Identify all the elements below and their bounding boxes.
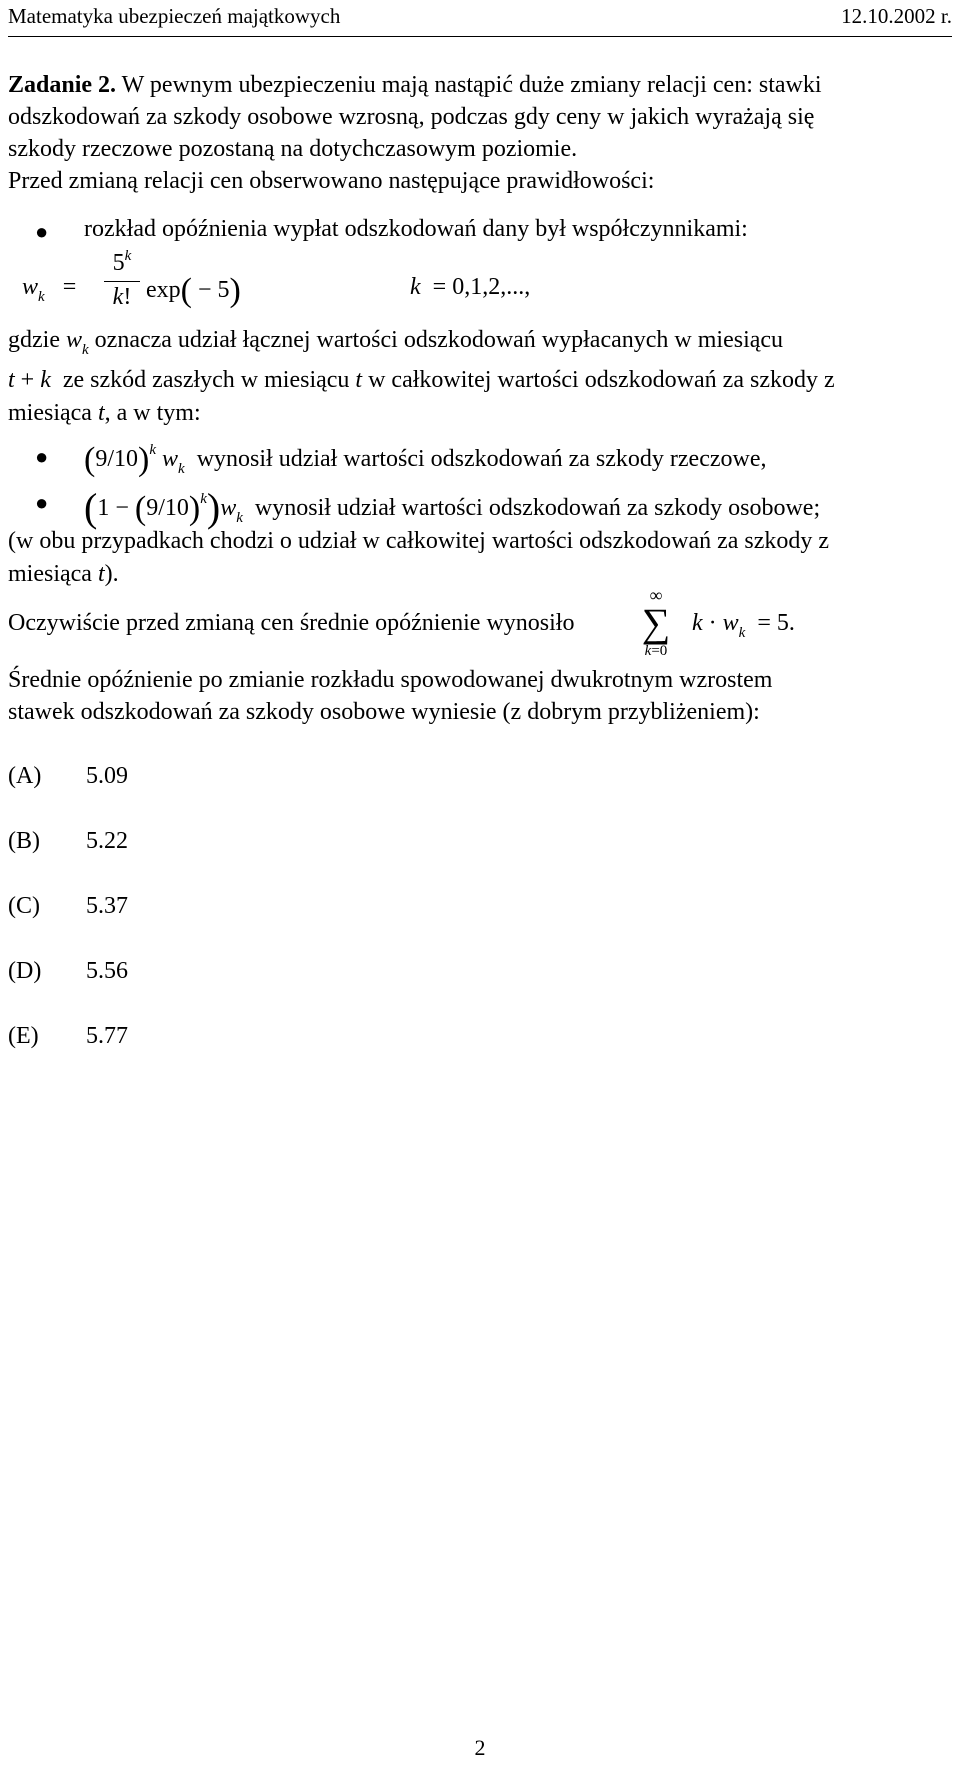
problem-line-4: Przed zmianą relacji cen obserwowano następujące prawidłowości: bbox=[8, 168, 655, 194]
formula-k-range: k = 0,1,2,..., bbox=[410, 274, 531, 300]
answer-d[interactable]: (D) 5.56 bbox=[8, 958, 128, 984]
miesiaca-line: miesiąca t, a w tym: bbox=[8, 400, 201, 426]
answer-c[interactable]: (C) 5.37 bbox=[8, 893, 128, 919]
answer-e[interactable]: (E) 5.77 bbox=[8, 1023, 128, 1049]
note-line-2: miesiąca t). bbox=[8, 561, 119, 587]
bullet-3-formula: $(1 - (9/10)^k)w_k$ wynosił udział wartości odszkodowań za szkody osobowe; bbox=[84, 485, 821, 530]
problem-line-2: odszkodowań za szkody osobowe wzrosną, podczas gdy ceny w jakich wyrażają się bbox=[8, 104, 815, 130]
page-number: 2 bbox=[474, 1735, 486, 1760]
problem-label: Zadanie 2. bbox=[8, 72, 117, 98]
answer-b[interactable]: (B) 5.22 bbox=[8, 828, 128, 854]
question-line-2: stawek odszkodowań za szkody osobowe wyniesie (z dobrym przybliżeniem): bbox=[8, 699, 760, 725]
bullet-1-text: rozkład opóźnienia wypłat odszkodowań dany był współczynnikami: bbox=[84, 216, 748, 242]
problem-line-1: Zadanie 2. W pewnym ubezpieczeniu mają nastąpić duże zmiany relacji cen: stawki bbox=[8, 72, 822, 98]
bullet-icon: ● bbox=[35, 444, 49, 469]
gdzie-line: gdzie $w_k$ oznacza udział łącznej wartości odszkodowań wypłacanych w miesiącu bbox=[8, 327, 784, 358]
avg-delay-line: Oczywiście przed zmianą cen średnie opóźnienie wynosiło bbox=[8, 610, 575, 636]
sum-symbol: ∞ ∑ k=0 bbox=[641, 585, 671, 659]
bullet-icon: ● bbox=[35, 490, 49, 515]
header-date: 12.10.2002 r. bbox=[841, 4, 952, 28]
t-plus-k-line: t + k ze szkód zaszłych w miesiącu t w całkowitej wartości odszkodowań za szkody z bbox=[8, 367, 835, 393]
problem-line-3: szkody rzeczowe pozostaną na dotychczasowym poziomie. bbox=[8, 136, 578, 162]
bullet-2-formula: $(9/10)^k$ $w_k$ wynosił udział wartości odszkodowań za szkody rzeczowe, bbox=[84, 441, 767, 478]
sum-body: $k \cdot w_k = 5$. bbox=[692, 610, 795, 641]
formula-wk-lhs: $w_k$ = bbox=[22, 274, 77, 305]
header-title: Matematyka ubezpieczeń majątkowych bbox=[8, 4, 341, 28]
bullet-icon: ● bbox=[35, 219, 49, 244]
formula-exp: exp( − 5) bbox=[146, 272, 241, 309]
answer-a[interactable]: (A) 5.09 bbox=[8, 763, 128, 789]
note-line-1: (w obu przypadkach chodzi o udział w całkowitej wartości odszkodowań za szkody z bbox=[8, 528, 830, 554]
page-header bbox=[8, 2, 952, 34]
header-rule bbox=[8, 36, 952, 37]
formula-fraction: 5$^k$ k! bbox=[104, 250, 140, 310]
question-line-1: Średnie opóźnienie po zmianie rozkładu spowodowanej dwukrotnym wzrostem bbox=[8, 667, 773, 693]
